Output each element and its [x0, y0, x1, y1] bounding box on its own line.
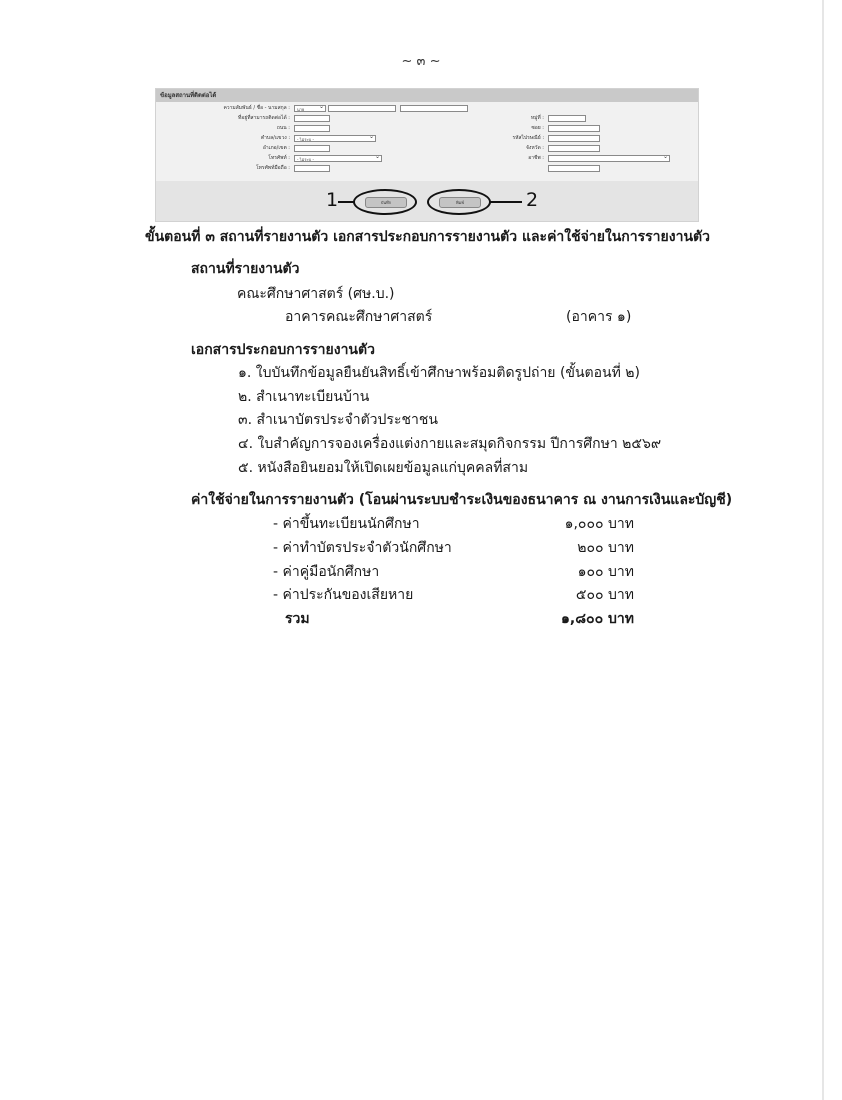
extra-input[interactable] [548, 165, 600, 172]
occupation-select[interactable] [548, 155, 670, 162]
form-title: ข้อมูลสถานที่ติดต่อได้ [160, 92, 217, 99]
form-row [156, 114, 698, 123]
expense-label: - ค่าทำบัตรประจำตัวนักศึกษา [273, 540, 452, 556]
save-button[interactable]: บันทึก [365, 197, 407, 208]
field-label: ความสัมพันธ์ / ชื่อ - นามสกุล : [223, 105, 290, 111]
callout-1: 1 [326, 189, 339, 211]
field-label: รหัสไปรษณีย์ : [512, 135, 544, 141]
faculty-name: คณะศึกษาศาสตร์ (ศษ.บ.) [237, 286, 395, 302]
expense-amount: ๑๐๐ บาท [577, 564, 634, 580]
moo-input[interactable] [548, 115, 586, 122]
form-row [156, 134, 698, 143]
field-label: ถนน : [276, 125, 290, 131]
building-note: (อาคาร ๑) [566, 309, 632, 325]
road-input[interactable] [294, 125, 330, 132]
field-label: จังหวัด : [526, 145, 544, 151]
form-row [156, 104, 698, 113]
document-item: ๕. หนังสือยินยอมให้เปิดเผยข้อมูลแก่บุคคลที่สาม [238, 460, 529, 476]
document-item: ๒. สำเนาทะเบียนบ้าน [238, 389, 370, 405]
expense-label: - ค่าขึ้นทะเบียนนักศึกษา [273, 516, 420, 532]
field-label: หมู่ที่ : [530, 115, 544, 121]
lastname-input[interactable] [400, 105, 468, 112]
expenses-heading: ค่าใช้จ่ายในการรายงานตัว (โอนผ่านระบบชำระเงินของธนาคาร ณ งานการเงินและบัญชี) [191, 492, 733, 508]
highlight-ring-1 [353, 189, 417, 215]
field-label: โทรศัพท์ : [268, 155, 290, 161]
address-input[interactable] [294, 115, 330, 122]
postcode-input[interactable] [548, 135, 600, 142]
total-label: รวม [285, 611, 310, 627]
document-item: ๔. ใบสำคัญการจองเครื่องแต่งกายและสมุดกิจกรรม ปีการศึกษา ๒๕๖๙ [238, 436, 662, 452]
field-label: ที่อยู่ที่สามารถติดต่อได้ : [238, 115, 290, 121]
form-row [156, 154, 698, 163]
step-heading: ขั้นตอนที่ ๓ สถานที่รายงานตัว เอกสารประกอบการรายงานตัว และค่าใช้จ่ายในการรายงานตัว [145, 229, 710, 245]
field-label: โทรศัพท์มือถือ : [255, 165, 290, 171]
expense-label: - ค่าคู่มือนักศึกษา [273, 564, 380, 580]
subdistrict-select[interactable]: - ไม่ระบุ - ⌄ [294, 135, 376, 142]
form-row [156, 124, 698, 133]
field-label: อำเภอ/เขต : [262, 145, 290, 151]
callout-line-1 [338, 201, 354, 203]
province-input[interactable] [548, 145, 600, 152]
expense-amount: ๒๐๐ บาท [577, 540, 634, 556]
expense-label: - ค่าประกันของเสียหาย [273, 587, 414, 603]
callout-2: 2 [526, 189, 539, 211]
form-screenshot [155, 88, 699, 222]
building-name: อาคารคณะศึกษาศาสตร์ [285, 309, 433, 325]
prefix-select[interactable]: นาย ⌄ [294, 105, 326, 112]
phone-select[interactable]: - ไม่ระบุ - ⌄ [294, 155, 382, 162]
expense-amount: ๕๐๐ บาท [575, 587, 634, 603]
form-row [156, 144, 698, 153]
callout-line-2 [490, 201, 522, 203]
mobile-input[interactable] [294, 165, 330, 172]
total-amount: ๑,๘๐๐ บาท [561, 611, 634, 627]
highlight-ring-2 [427, 189, 491, 215]
document-item: ๑. ใบบันทึกข้อมูลยืนยันสิทธิ์เข้าศึกษาพร้อมติดรูปถ่าย (ขั้นตอนที่ ๒) [238, 365, 641, 381]
location-heading: สถานที่รายงานตัว [191, 261, 300, 277]
print-button[interactable]: พิมพ์ [439, 197, 481, 208]
document-item: ๓. สำเนาบัตรประจำตัวประชาชน [238, 412, 438, 428]
expense-amount: ๑,๐๐๐ บาท [564, 516, 634, 532]
page-edge [822, 0, 824, 1100]
page-number: ~ ๓ ~ [401, 54, 441, 69]
soi-input[interactable] [548, 125, 600, 132]
documents-heading: เอกสารประกอบการรายงานตัว [191, 342, 375, 358]
firstname-input[interactable] [328, 105, 396, 112]
form-title-bar [156, 89, 698, 102]
field-label: อาชีพ : [528, 155, 544, 161]
field-label: ซอย : [531, 125, 544, 131]
district-input[interactable] [294, 145, 330, 152]
form-row [156, 164, 698, 173]
field-label: ตำบล/แขวง : [260, 135, 290, 141]
